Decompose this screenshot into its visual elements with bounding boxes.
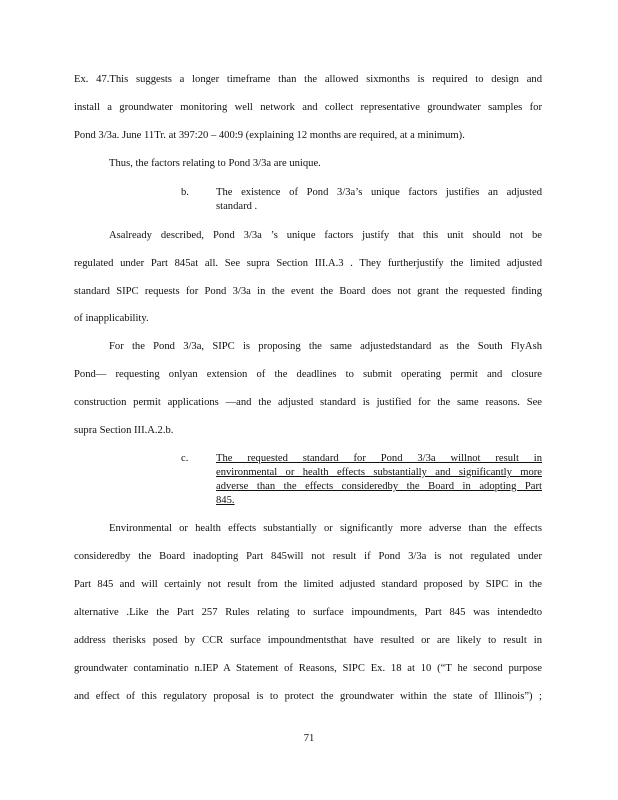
body-line: For the Pond 3/3a, SIPC is proposing the same adjustedstandard as the South FlyAsh [109,341,542,352]
heading-label-c: c. [181,453,189,464]
body-line: standard SIPC requests for Pond 3/3a in the event the Board does not grant the requested finding [74,286,542,297]
body-line: regulated under Part 845at all. See supra Section III.A.3 . They furtherjustify the limited adjusted [74,258,542,269]
heading-label-b: b. [181,187,189,198]
body-line: and effect of this regulatory proposal is to protect the groundwater within the state of Illinois”) ; [74,691,542,702]
body-line: of inapplicability. [74,313,149,324]
body-line: supra Section III.A.2.b. [74,425,174,436]
body-line: alternative .Like the Part 257 Rules relating to surface impoundments, Part 845 was intendedto [74,607,542,618]
page-number: 71 [303,733,315,744]
body-line: Pond— requesting onlyan extension of the deadlines to submit operating permit and closure [74,369,542,380]
body-line: consideredby the Board inadopting Part 845will not result if Pond 3/3a is not regulated under [74,551,542,562]
section-heading: environmental or health effects substantially and significantly more [216,467,542,478]
section-heading: adverse than the effects consideredby the Board in adopting Part [216,481,542,492]
body-line: Environmental or health effects substantially or significantly more adverse than the effects [109,523,542,534]
section-heading: The existence of Pond 3/3a’s unique factors justifies an adjusted [216,187,542,198]
section-heading: 845. [216,495,235,506]
body-line: Part 845 and will certainly not result from the limited adjusted standard proposed by SIPC in the [74,579,542,590]
body-line: construction permit applications —and the adjusted standard is justified for the same reasons. See [74,397,542,408]
body-line: groundwater contaminatio n.IEP A Statement of Reasons, SIPC Ex. 18 at 10 (“T he second purpose [74,663,542,674]
body-line: Thus, the factors relating to Pond 3/3a are unique. [109,158,321,169]
body-line: Pond 3/3a. June 11Tr. at 397:20 – 400:9 (explaining 12 months are required, at a minimum). [74,130,465,141]
body-line: Asalready described, Pond 3/3a ’s unique factors justify that this unit should not be [109,230,542,241]
body-line: install a groundwater monitoring well network and collect representative groundwater samples for [74,102,542,113]
body-line: Ex. 47.This suggests a longer timeframe than the allowed sixmonths is required to design and [74,74,542,85]
section-heading: standard . [216,201,258,212]
section-heading: The requested standard for Pond 3/3a willnot result in [216,453,542,464]
body-line: address therisks posed by CCR surface impoundmentsthat have resulted or are likely to result in [74,635,542,646]
